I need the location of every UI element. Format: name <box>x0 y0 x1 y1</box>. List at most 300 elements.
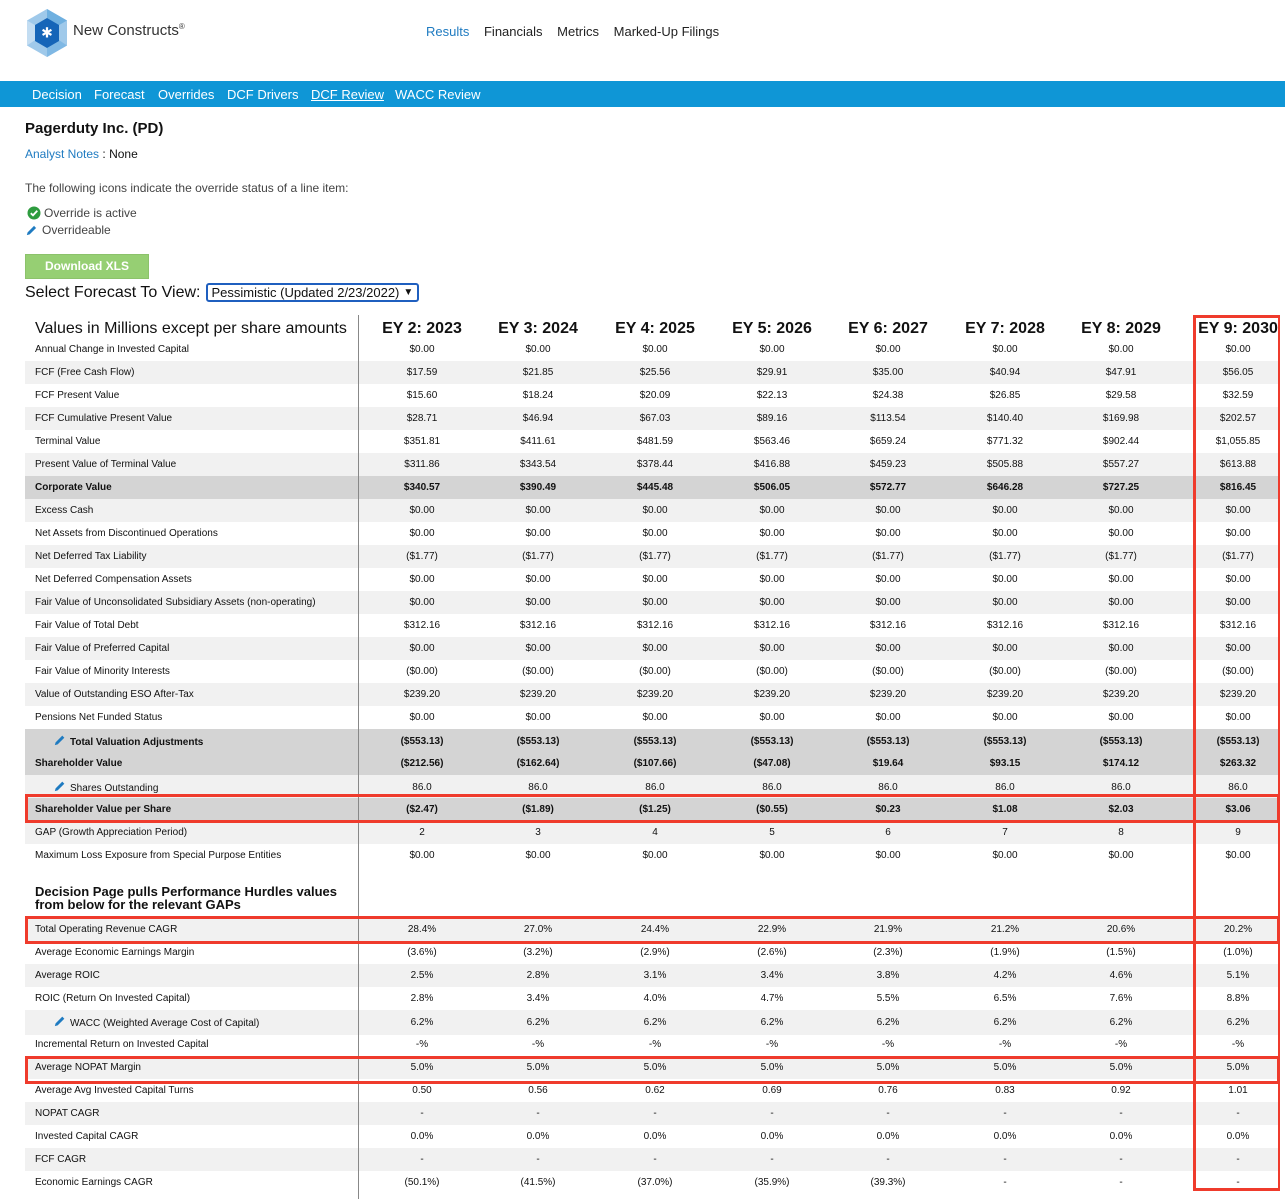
table-cell: $390.49 <box>519 482 557 493</box>
table-cell: $0.00 <box>992 528 1018 539</box>
table-cell: ($553.13) <box>633 736 677 747</box>
table-cell: ($553.13) <box>983 736 1027 747</box>
table-cell: 6.2% <box>643 1017 667 1028</box>
table-cell: $22.13 <box>756 390 788 401</box>
table-cell: $312.16 <box>403 620 441 631</box>
table-cell: $0.00 <box>525 850 551 861</box>
table-cell: $239.20 <box>636 689 674 700</box>
row-label: Maximum Loss Exposure from Special Purpose Entities <box>35 850 282 861</box>
nav-metrics[interactable]: Metrics <box>557 24 600 39</box>
table-cell: $0.00 <box>409 528 435 539</box>
table-cell: 6.5% <box>993 993 1017 1004</box>
column-divider <box>358 315 359 1199</box>
table-cell: 5.0% <box>993 1062 1017 1073</box>
row-label <box>53 734 203 748</box>
table-cell: $0.00 <box>992 574 1018 585</box>
row-label: Corporate Value <box>35 482 112 493</box>
table-cell: 3.1% <box>643 970 667 981</box>
table-cell: - <box>1119 1177 1123 1188</box>
table-cell: 0.83 <box>995 1085 1015 1096</box>
notes-value: None <box>109 147 138 161</box>
table-cell: (3.6%) <box>407 947 437 958</box>
table-cell: $0.00 <box>1108 344 1134 355</box>
table-cell: 0.0% <box>410 1131 434 1142</box>
table-cell: $0.00 <box>759 528 785 539</box>
table-cell: 0.56 <box>528 1085 548 1096</box>
table-cell: $263.32 <box>1219 758 1257 769</box>
table-cell: $0.00 <box>875 528 901 539</box>
table-cell: $312.16 <box>636 620 674 631</box>
table-cell: ($553.13) <box>400 736 444 747</box>
row-label: FCF (Free Cash Flow) <box>35 367 135 378</box>
row-label <box>53 780 158 794</box>
table-cell: 86.0 <box>1111 782 1131 793</box>
table-cell: $0.00 <box>759 574 785 585</box>
table-row <box>25 499 1280 522</box>
row-label: FCF CAGR <box>35 1154 87 1165</box>
table-cell: 6 <box>885 827 891 838</box>
table-cell: 5.0% <box>410 1062 434 1073</box>
table-cell: $0.00 <box>525 712 551 723</box>
table-row <box>25 361 1280 384</box>
table-cell: $0.00 <box>992 505 1018 516</box>
row-label: Pensions Net Funded Status <box>35 712 163 723</box>
table-cell: $239.20 <box>1219 689 1257 700</box>
table-cell: $0.00 <box>1225 574 1251 585</box>
table-cell: $21.85 <box>522 367 554 378</box>
table-cell: $28.71 <box>406 413 438 424</box>
table-cell: $0.00 <box>759 597 785 608</box>
table-cell: $0.00 <box>1108 643 1134 654</box>
table-cell: $35.00 <box>872 367 904 378</box>
table-row <box>25 1010 1280 1035</box>
table-cell: 0.62 <box>645 1085 665 1096</box>
table-row <box>25 637 1280 660</box>
table-row <box>25 522 1280 545</box>
row-label: Fair Value of Preferred Capital <box>35 643 170 654</box>
table-cell: $1,055.85 <box>1215 436 1261 447</box>
table-cell: $0.00 <box>642 505 668 516</box>
row-label: Present Value of Terminal Value <box>35 459 177 470</box>
table-cell: $3.06 <box>1225 804 1251 815</box>
table-cell: 86.0 <box>1228 782 1248 793</box>
table-cell: $174.12 <box>1102 758 1140 769</box>
subnav-overrides[interactable]: Overrides <box>158 87 215 102</box>
table-cell: $29.58 <box>1105 390 1137 401</box>
table-cell: 0.92 <box>1111 1085 1131 1096</box>
row-label: Shareholder Value per Share <box>35 804 172 815</box>
table-cell: 5.0% <box>760 1062 784 1073</box>
table-cell: 3.8% <box>876 970 900 981</box>
table-cell: 5.0% <box>1109 1062 1133 1073</box>
table-cell: ($0.00) <box>1105 666 1137 677</box>
table-cell: ($553.13) <box>866 736 910 747</box>
year-header: EY 5: 2026 <box>732 320 812 337</box>
table-row <box>25 821 1280 844</box>
table-cell: 4.2% <box>993 970 1017 981</box>
table-cell: 28.4% <box>407 924 437 935</box>
year-header: EY 6: 2027 <box>848 320 928 337</box>
legend-override-active <box>27 206 137 220</box>
table-cell: ($0.00) <box>406 666 438 677</box>
table-cell: 4 <box>652 827 658 838</box>
table-cell: - <box>1119 1108 1123 1119</box>
nav-results[interactable]: Results <box>426 24 470 39</box>
table-cell: ($0.00) <box>522 666 554 677</box>
table-cell: $2.03 <box>1108 804 1134 815</box>
table-cell: 4.6% <box>1109 970 1133 981</box>
table-cell: $17.59 <box>406 367 438 378</box>
table-cell: $0.00 <box>1108 574 1134 585</box>
table-cell: $0.00 <box>642 597 668 608</box>
table-cell: $0.00 <box>642 528 668 539</box>
table-row <box>25 1148 1280 1171</box>
row-label: Net Deferred Tax Liability <box>35 551 147 562</box>
table-cell: ($2.47) <box>406 804 438 815</box>
table-cell: - <box>886 1154 890 1165</box>
table-row <box>25 1125 1280 1148</box>
new-constructs-logo-icon[interactable] <box>25 8 69 58</box>
table-cell: ($0.55) <box>756 804 788 815</box>
table-cell: $202.57 <box>1219 413 1257 424</box>
table-row <box>25 430 1280 453</box>
table-cell: $0.00 <box>992 712 1018 723</box>
table-cell: $169.98 <box>1102 413 1140 424</box>
table-cell: $0.00 <box>409 712 435 723</box>
table-cell: - <box>1119 1154 1123 1165</box>
table-cell: $239.20 <box>1102 689 1140 700</box>
check-circle-icon <box>27 206 41 220</box>
table-cell: $727.25 <box>1102 482 1140 493</box>
subnav-dcf-review[interactable]: DCF Review <box>311 87 384 102</box>
table-cell: ($0.00) <box>989 666 1021 677</box>
table-cell: $0.00 <box>409 505 435 516</box>
table-cell: $0.00 <box>1225 712 1251 723</box>
table-cell: ($212.56) <box>400 758 444 769</box>
table-cell: 0.0% <box>760 1131 784 1142</box>
table-cell: $312.16 <box>986 620 1024 631</box>
table-cell: $0.00 <box>642 643 668 654</box>
subnav-wacc-review[interactable]: WACC Review <box>395 87 481 102</box>
pencil-icon <box>25 224 38 237</box>
table-cell: $0.00 <box>992 597 1018 608</box>
table-row <box>25 706 1280 729</box>
subnav-dcf-drivers[interactable]: DCF Drivers <box>227 87 299 102</box>
table-cell: $239.20 <box>403 689 441 700</box>
table-cell: (37.0%) <box>637 1177 673 1188</box>
table-cell: 2.8% <box>526 970 550 981</box>
table-cell: 6.2% <box>1109 1017 1133 1028</box>
table-row <box>25 1033 1280 1056</box>
table-cell: (1.0%) <box>1223 947 1253 958</box>
table-cell: 0.76 <box>878 1085 898 1096</box>
svg-text:✱: ✱ <box>41 25 53 42</box>
row-label: Net Deferred Compensation Assets <box>35 574 192 585</box>
table-row <box>25 568 1280 591</box>
row-label: Average ROIC <box>35 970 100 981</box>
row-label: Fair Value of Unconsolidated Subsidiary Assets (non-operating) <box>35 597 316 608</box>
table-cell: $0.00 <box>875 643 901 654</box>
table-row <box>25 844 1280 867</box>
table-cell: 7 <box>1002 827 1008 838</box>
table-cell: $557.27 <box>1102 459 1140 470</box>
table-cell: 8 <box>1118 827 1124 838</box>
table-cell: $312.16 <box>753 620 791 631</box>
table-cell: $563.46 <box>753 436 791 447</box>
table-cell: ($0.00) <box>756 666 788 677</box>
table-cell: $0.00 <box>1225 643 1251 654</box>
table-cell: $378.44 <box>636 459 674 470</box>
table-cell: $93.15 <box>989 758 1021 769</box>
table-cell: $0.00 <box>525 344 551 355</box>
table-cell: -% <box>531 1039 545 1050</box>
table-cell: (50.1%) <box>404 1177 440 1188</box>
table-cell: 0.0% <box>643 1131 667 1142</box>
table-cell: $0.00 <box>875 344 901 355</box>
table-row <box>25 918 1280 941</box>
table-cell: 4.7% <box>760 993 784 1004</box>
table-cell: $0.00 <box>1225 344 1251 355</box>
table-cell: ($553.13) <box>750 736 794 747</box>
table-row <box>25 1171 1280 1194</box>
table-cell: (1.9%) <box>990 947 1020 958</box>
table-cell: - <box>536 1154 540 1165</box>
table-cell: $46.94 <box>522 413 554 424</box>
table-cell: $0.00 <box>1108 850 1134 861</box>
notes-separator: : <box>102 147 106 161</box>
table-cell: - <box>1236 1154 1240 1165</box>
table-cell: $25.56 <box>639 367 671 378</box>
table-cell: $0.00 <box>759 505 785 516</box>
table-cell: $0.00 <box>992 643 1018 654</box>
table-cell: 5.0% <box>526 1062 550 1073</box>
table-cell: ($1.77) <box>872 551 904 562</box>
year-header: EY 4: 2025 <box>615 320 695 337</box>
table-cell: $0.00 <box>759 712 785 723</box>
table-cell: (35.9%) <box>754 1177 790 1188</box>
table-cell: -% <box>415 1039 429 1050</box>
row-label-text: WACC (Weighted Average Cost of Capital) <box>70 1018 260 1029</box>
table-cell: $0.00 <box>759 850 785 861</box>
table-cell: $0.00 <box>1108 712 1134 723</box>
table-cell: $239.20 <box>986 689 1024 700</box>
table-cell: 3 <box>535 827 541 838</box>
table-cell: (39.3%) <box>870 1177 906 1188</box>
table-row <box>25 384 1280 407</box>
table-cell: - <box>420 1154 424 1165</box>
table-cell: $29.91 <box>756 367 788 378</box>
table-cell: ($0.00) <box>639 666 671 677</box>
table-cell: $902.44 <box>1102 436 1140 447</box>
table-cell: $239.20 <box>519 689 557 700</box>
table-cell: 5.0% <box>876 1062 900 1073</box>
table-cell: $646.28 <box>986 482 1024 493</box>
table-cell: $351.81 <box>403 436 441 447</box>
table-cell: 6.2% <box>526 1017 550 1028</box>
subnav-forecast[interactable]: Forecast <box>94 87 145 102</box>
row-label: Invested Capital CAGR <box>35 1131 139 1142</box>
table-row <box>25 964 1280 987</box>
table-cell: $0.00 <box>875 850 901 861</box>
table-cell: 0.0% <box>1226 1131 1250 1142</box>
table-cell: (2.3%) <box>873 947 903 958</box>
table-cell: $0.00 <box>759 344 785 355</box>
forecast-selected-value: Pessimistic (Updated 2/23/2022) <box>211 285 400 300</box>
row-label: Economic Earnings CAGR <box>35 1177 153 1188</box>
subnav-decision[interactable]: Decision <box>32 87 82 102</box>
analyst-notes <box>25 147 138 161</box>
row-label: Value of Outstanding ESO After-Tax <box>35 689 194 700</box>
table-row <box>25 338 1280 361</box>
table-cell: $771.32 <box>986 436 1024 447</box>
table-cell: $0.00 <box>1225 850 1251 861</box>
table-cell: $0.00 <box>1225 597 1251 608</box>
table-cell: ($553.13) <box>516 736 560 747</box>
table-cell: 5 <box>769 827 775 838</box>
table-cell: 86.0 <box>645 782 665 793</box>
table-cell: 0.0% <box>1109 1131 1133 1142</box>
table-cell: 6.2% <box>876 1017 900 1028</box>
table-cell: $0.00 <box>875 574 901 585</box>
table-cell: $0.00 <box>875 505 901 516</box>
table-cell: -% <box>998 1039 1012 1050</box>
table-cell: (2.6%) <box>757 947 787 958</box>
table-row <box>25 1102 1280 1125</box>
forecast-select[interactable] <box>206 283 420 302</box>
page-title: Pagerduty Inc. (PD) <box>25 120 164 137</box>
table-cell: 8.8% <box>1226 993 1250 1004</box>
table-cell: $0.00 <box>525 574 551 585</box>
table-cell: 0.50 <box>412 1085 432 1096</box>
table-cell: $67.03 <box>639 413 671 424</box>
table-cell: 20.2% <box>1223 924 1253 935</box>
table-cell: $32.59 <box>1222 390 1254 401</box>
table-cell: $140.40 <box>986 413 1024 424</box>
table-cell: ($1.89) <box>522 804 554 815</box>
top-nav <box>426 24 730 39</box>
table-cell: $0.00 <box>759 643 785 654</box>
pencil-icon[interactable] <box>53 734 66 747</box>
row-label: ROIC (Return On Invested Capital) <box>35 993 191 1004</box>
table-cell: 0.0% <box>993 1131 1017 1142</box>
table-cell: - <box>770 1108 774 1119</box>
table-row <box>25 614 1280 637</box>
row-label: Fair Value of Minority Interests <box>35 666 170 677</box>
table-cell: - <box>886 1108 890 1119</box>
table-cell: $0.00 <box>409 574 435 585</box>
table-cell: 5.0% <box>1226 1062 1250 1073</box>
year-header: EY 9: 2030 <box>1198 320 1278 337</box>
table-cell: ($1.77) <box>1222 551 1254 562</box>
table-cell: $113.54 <box>870 413 906 424</box>
table-cell: ($553.13) <box>1216 736 1260 747</box>
table-cell: $445.48 <box>636 482 674 493</box>
table-cell: $613.88 <box>1219 459 1257 470</box>
table-cell: 5.0% <box>643 1062 667 1073</box>
table-cell: 0.69 <box>762 1085 782 1096</box>
table-cell: 3.4% <box>760 970 784 981</box>
table-cell: 0.0% <box>876 1131 900 1142</box>
forecast-select-label: Select Forecast To View: <box>25 283 201 301</box>
row-label: Average NOPAT Margin <box>35 1062 141 1073</box>
table-cell: - <box>1236 1177 1240 1188</box>
table-cell: ($1.77) <box>639 551 671 562</box>
legend-override-active-label: Override is active <box>44 206 137 220</box>
table-cell: $0.00 <box>525 528 551 539</box>
table-cell: $506.05 <box>753 482 791 493</box>
table-cell: -% <box>1231 1039 1245 1050</box>
nav-financials[interactable]: Financials <box>483 24 543 39</box>
table-cell: ($553.13) <box>1099 736 1143 747</box>
table-cell: 4.0% <box>643 993 667 1004</box>
table-cell: 86.0 <box>995 782 1015 793</box>
table-cell: - <box>1003 1154 1007 1165</box>
table-cell: - <box>653 1154 657 1165</box>
nav-marked-up-filings[interactable]: Marked-Up Filings <box>613 24 720 39</box>
table-cell: $0.00 <box>1108 528 1134 539</box>
table-cell: 24.4% <box>640 924 670 935</box>
pencil-icon[interactable] <box>53 1015 66 1028</box>
table-cell: - <box>1003 1177 1007 1188</box>
row-label: NOPAT CAGR <box>35 1108 100 1119</box>
table-cell: 6.2% <box>410 1017 434 1028</box>
table-cell: $816.45 <box>1219 482 1257 493</box>
table-row <box>25 987 1280 1010</box>
table-cell: $47.91 <box>1105 367 1137 378</box>
table-cell: $340.57 <box>403 482 441 493</box>
table-cell: $26.85 <box>989 390 1021 401</box>
table-cell: 5.5% <box>876 993 900 1004</box>
row-label: Shareholder Value <box>35 758 123 769</box>
table-cell: $481.59 <box>636 436 674 447</box>
table-cell: $343.54 <box>519 459 557 470</box>
row-label: Net Assets from Discontinued Operations <box>35 528 218 539</box>
table-cell: $572.77 <box>869 482 907 493</box>
table-cell: 2.5% <box>410 970 434 981</box>
pencil-icon[interactable] <box>53 780 66 793</box>
table-cell: $311.86 <box>404 459 440 470</box>
table-cell: $312.16 <box>519 620 557 631</box>
analyst-notes-link[interactable]: Analyst Notes <box>25 147 100 161</box>
table-cell: $0.00 <box>642 344 668 355</box>
table-cell: $1.08 <box>992 804 1018 815</box>
row-label: Average Avg Invested Capital Turns <box>35 1085 194 1096</box>
forecast-selector <box>25 283 419 302</box>
table-cell: 2.8% <box>410 993 434 1004</box>
table-cell: $0.00 <box>409 344 435 355</box>
table-cell: $89.16 <box>756 413 788 424</box>
table-cell: 6.2% <box>760 1017 784 1028</box>
table-cell: $24.38 <box>872 390 904 401</box>
table-cell: $505.88 <box>986 459 1024 470</box>
row-label: Incremental Return on Invested Capital <box>35 1039 209 1050</box>
table-cell: $0.23 <box>875 804 901 815</box>
row-label: Average Economic Earnings Margin <box>35 947 195 958</box>
table-cell: $239.20 <box>753 689 791 700</box>
table-row <box>25 752 1280 775</box>
table-cell: 9 <box>1235 827 1241 838</box>
brand-name: New Constructs® <box>73 22 185 39</box>
table-cell: ($0.00) <box>872 666 904 677</box>
row-label-text: Shares Outstanding <box>70 783 159 794</box>
table-cell: $0.00 <box>1225 528 1251 539</box>
table-cell: $56.05 <box>1222 367 1254 378</box>
table-row <box>25 591 1280 614</box>
table-cell: 7.6% <box>1109 993 1133 1004</box>
download-xls-button[interactable]: Download XLS <box>25 254 149 279</box>
section-note: Decision Page pulls Performance Hurdles values from below for the relevant GAPs <box>35 884 338 912</box>
table-cell: ($1.77) <box>756 551 788 562</box>
